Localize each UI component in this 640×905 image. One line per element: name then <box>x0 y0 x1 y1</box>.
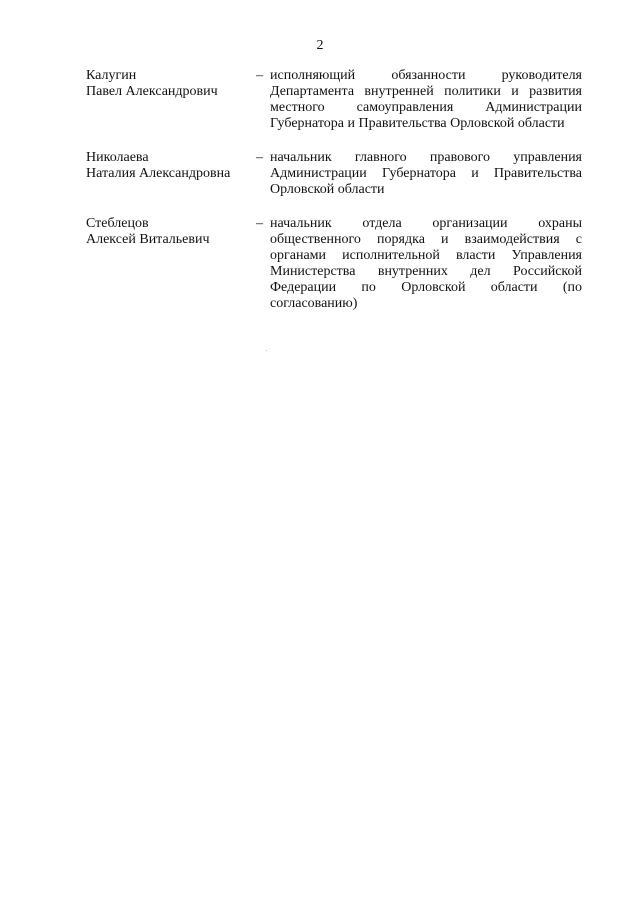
members-list <box>86 68 582 330</box>
member-surname: Николаева <box>86 150 149 165</box>
member-given-names: Павел Александрович <box>86 84 218 99</box>
member-role: исполняющий обязанности руководителя Департамента внутренней политики и развития местного самоуправления Администрации Губернатора и Правительства Орловской области <box>270 68 582 131</box>
separator-dash: – <box>256 150 263 165</box>
scan-speck <box>266 350 267 351</box>
member-role: начальник отдела организации охраны общественного порядка и взаимодействия с органами исполнительной власти Управления Министерства внутренних дел Российской Федерации по Орловской области (по согласованию) <box>270 216 582 311</box>
member-name <box>86 216 256 248</box>
member-surname: Калугин <box>86 68 137 83</box>
member-surname: Стеблецов <box>86 216 149 231</box>
member-given-names: Наталия Александровна <box>86 166 231 181</box>
member-name <box>86 150 256 182</box>
member-entry <box>86 68 582 132</box>
member-role: начальник главного правового управления Администрации Губернатора и Правительства Орловской области <box>270 150 582 197</box>
member-entry <box>86 150 582 198</box>
page-number: 2 <box>316 38 324 53</box>
member-name <box>86 68 256 100</box>
member-given-names: Алексей Витальевич <box>86 232 210 247</box>
separator-dash: – <box>256 216 263 231</box>
separator-dash: – <box>256 68 263 83</box>
member-entry <box>86 216 582 312</box>
